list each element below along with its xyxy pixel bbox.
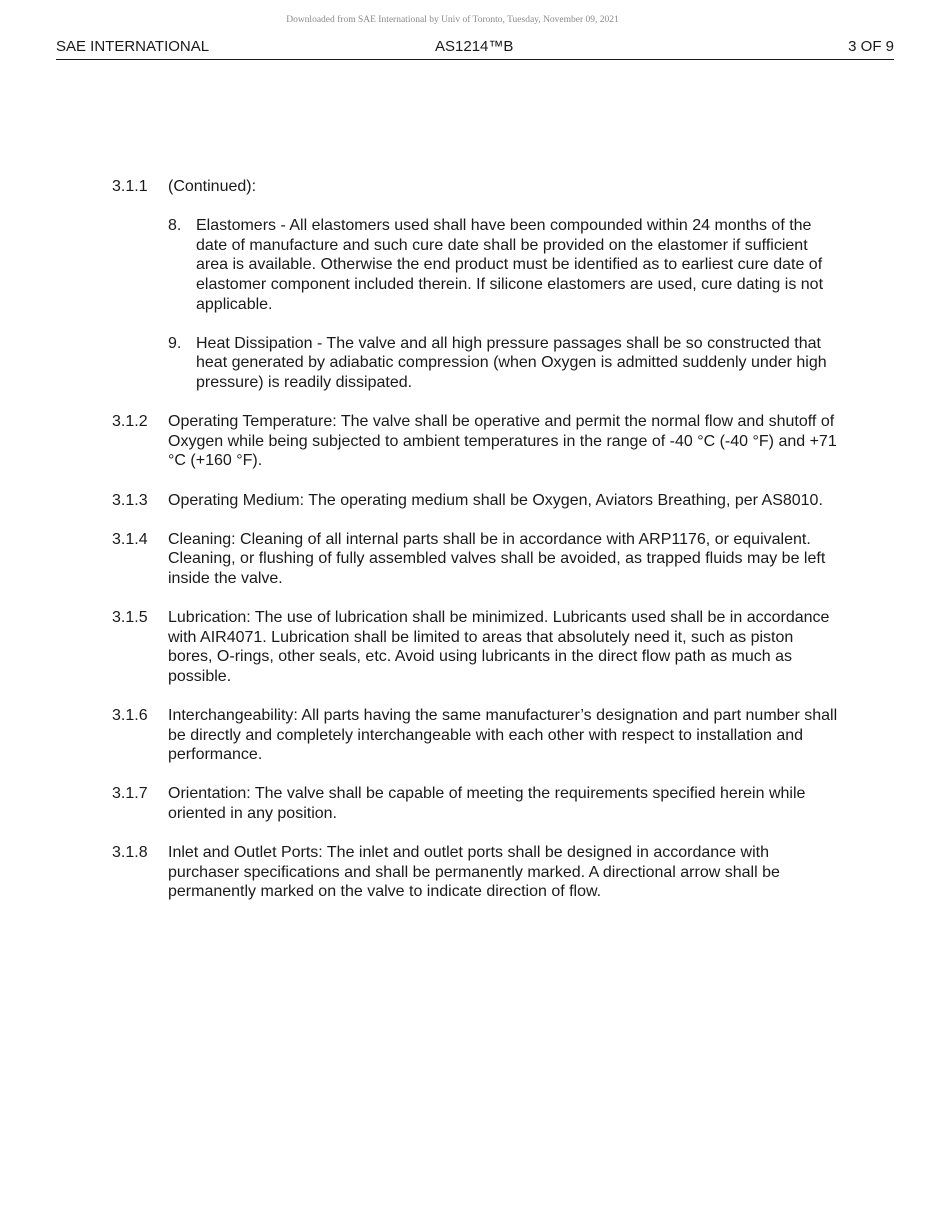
section-number: 3.1.4: [112, 530, 148, 548]
section-3-1-8: [112, 843, 842, 902]
section-3-1-7: [112, 784, 842, 823]
download-watermark: Downloaded from SAE International by Univ of Toronto, Tuesday, November 09, 2021: [286, 15, 619, 25]
section-3-1-1: [112, 177, 842, 197]
section-number: 3.1.1: [112, 178, 148, 195]
list-item-number: 9.: [168, 334, 182, 352]
section-text: (Continued):: [168, 178, 257, 195]
section-text: Cleaning: Cleaning of all internal parts shall be in accordance with ARP1176, or equivalent. Cleaning, or flushing of fully assembled valves shall be avoided, as trapped fluids may be left inside the valve.: [168, 530, 826, 587]
list-item-text: Heat Dissipation - The valve and all high pressure passages shall be so constructed that heat generated by adiabatic compression (when Oxygen is admitted suddenly under high pressure) is readily dissipated.: [196, 334, 827, 391]
section-3-1-5: [112, 608, 842, 686]
section-number: 3.1.6: [112, 707, 148, 725]
section-text: Inlet and Outlet Ports: The inlet and outlet ports shall be designed in accordance with purchaser specifications and shall be permanently marked. A directional arrow shall be permanently marked on the valve to indicate direction of flow.: [168, 844, 780, 901]
section-number: 3.1.2: [112, 413, 148, 431]
section-3-1-3: [112, 491, 842, 511]
section-number: 3.1.8: [112, 844, 148, 862]
list-item-9: [112, 334, 842, 393]
page-header: [56, 38, 894, 60]
list-item-number: 8.: [168, 217, 182, 235]
list-item-text: Elastomers - All elastomers used shall have been compounded within 24 months of the date of manufacture and such cure date shall be provided on the elastomer if sufficient area is available. Otherwise the end product must be identified as to earliest cure date of elastomer component included therein. If silicone elastomers are used, cure dating is not applicable.: [196, 217, 824, 313]
section-3-1-4: [112, 530, 842, 589]
header-organization: SAE INTERNATIONAL: [56, 38, 210, 55]
header-document-id: AS1214™B: [435, 38, 514, 55]
section-3-1-2: [112, 412, 842, 471]
section-number: 3.1.5: [112, 609, 148, 627]
section-text: Lubrication: The use of lubrication shall be minimized. Lubricants used shall be in accordance with AIR4071. Lubrication shall be limited to areas that absolutely need it, such as piston bores, O-rings, other seals, etc. Avoid using lubricants in the direct flow path as much as possible.: [168, 609, 830, 685]
document-body: [112, 177, 842, 922]
section-3-1-6: [112, 706, 842, 765]
section-text: Operating Medium: The operating medium shall be Oxygen, Aviators Breathing, per AS8010.: [168, 491, 823, 509]
section-text: Orientation: The valve shall be capable of meeting the requirements specified herein while oriented in any position.: [168, 785, 806, 822]
section-text: Operating Temperature: The valve shall be operative and permit the normal flow and shutoff of Oxygen while being subjected to ambient temperatures in the range of -40 °C (-40 °F) and +71 °C (+160 °F).: [168, 413, 837, 470]
section-number: 3.1.7: [112, 785, 148, 803]
section-text: Interchangeability: All parts having the same manufacturer’s designation and part number shall be directly and completely interchangeable with each other with respect to installation and performance.: [168, 707, 838, 764]
header-page-number: 3 OF 9: [848, 38, 894, 55]
list-item-8: [112, 216, 842, 314]
section-number: 3.1.3: [112, 491, 148, 509]
